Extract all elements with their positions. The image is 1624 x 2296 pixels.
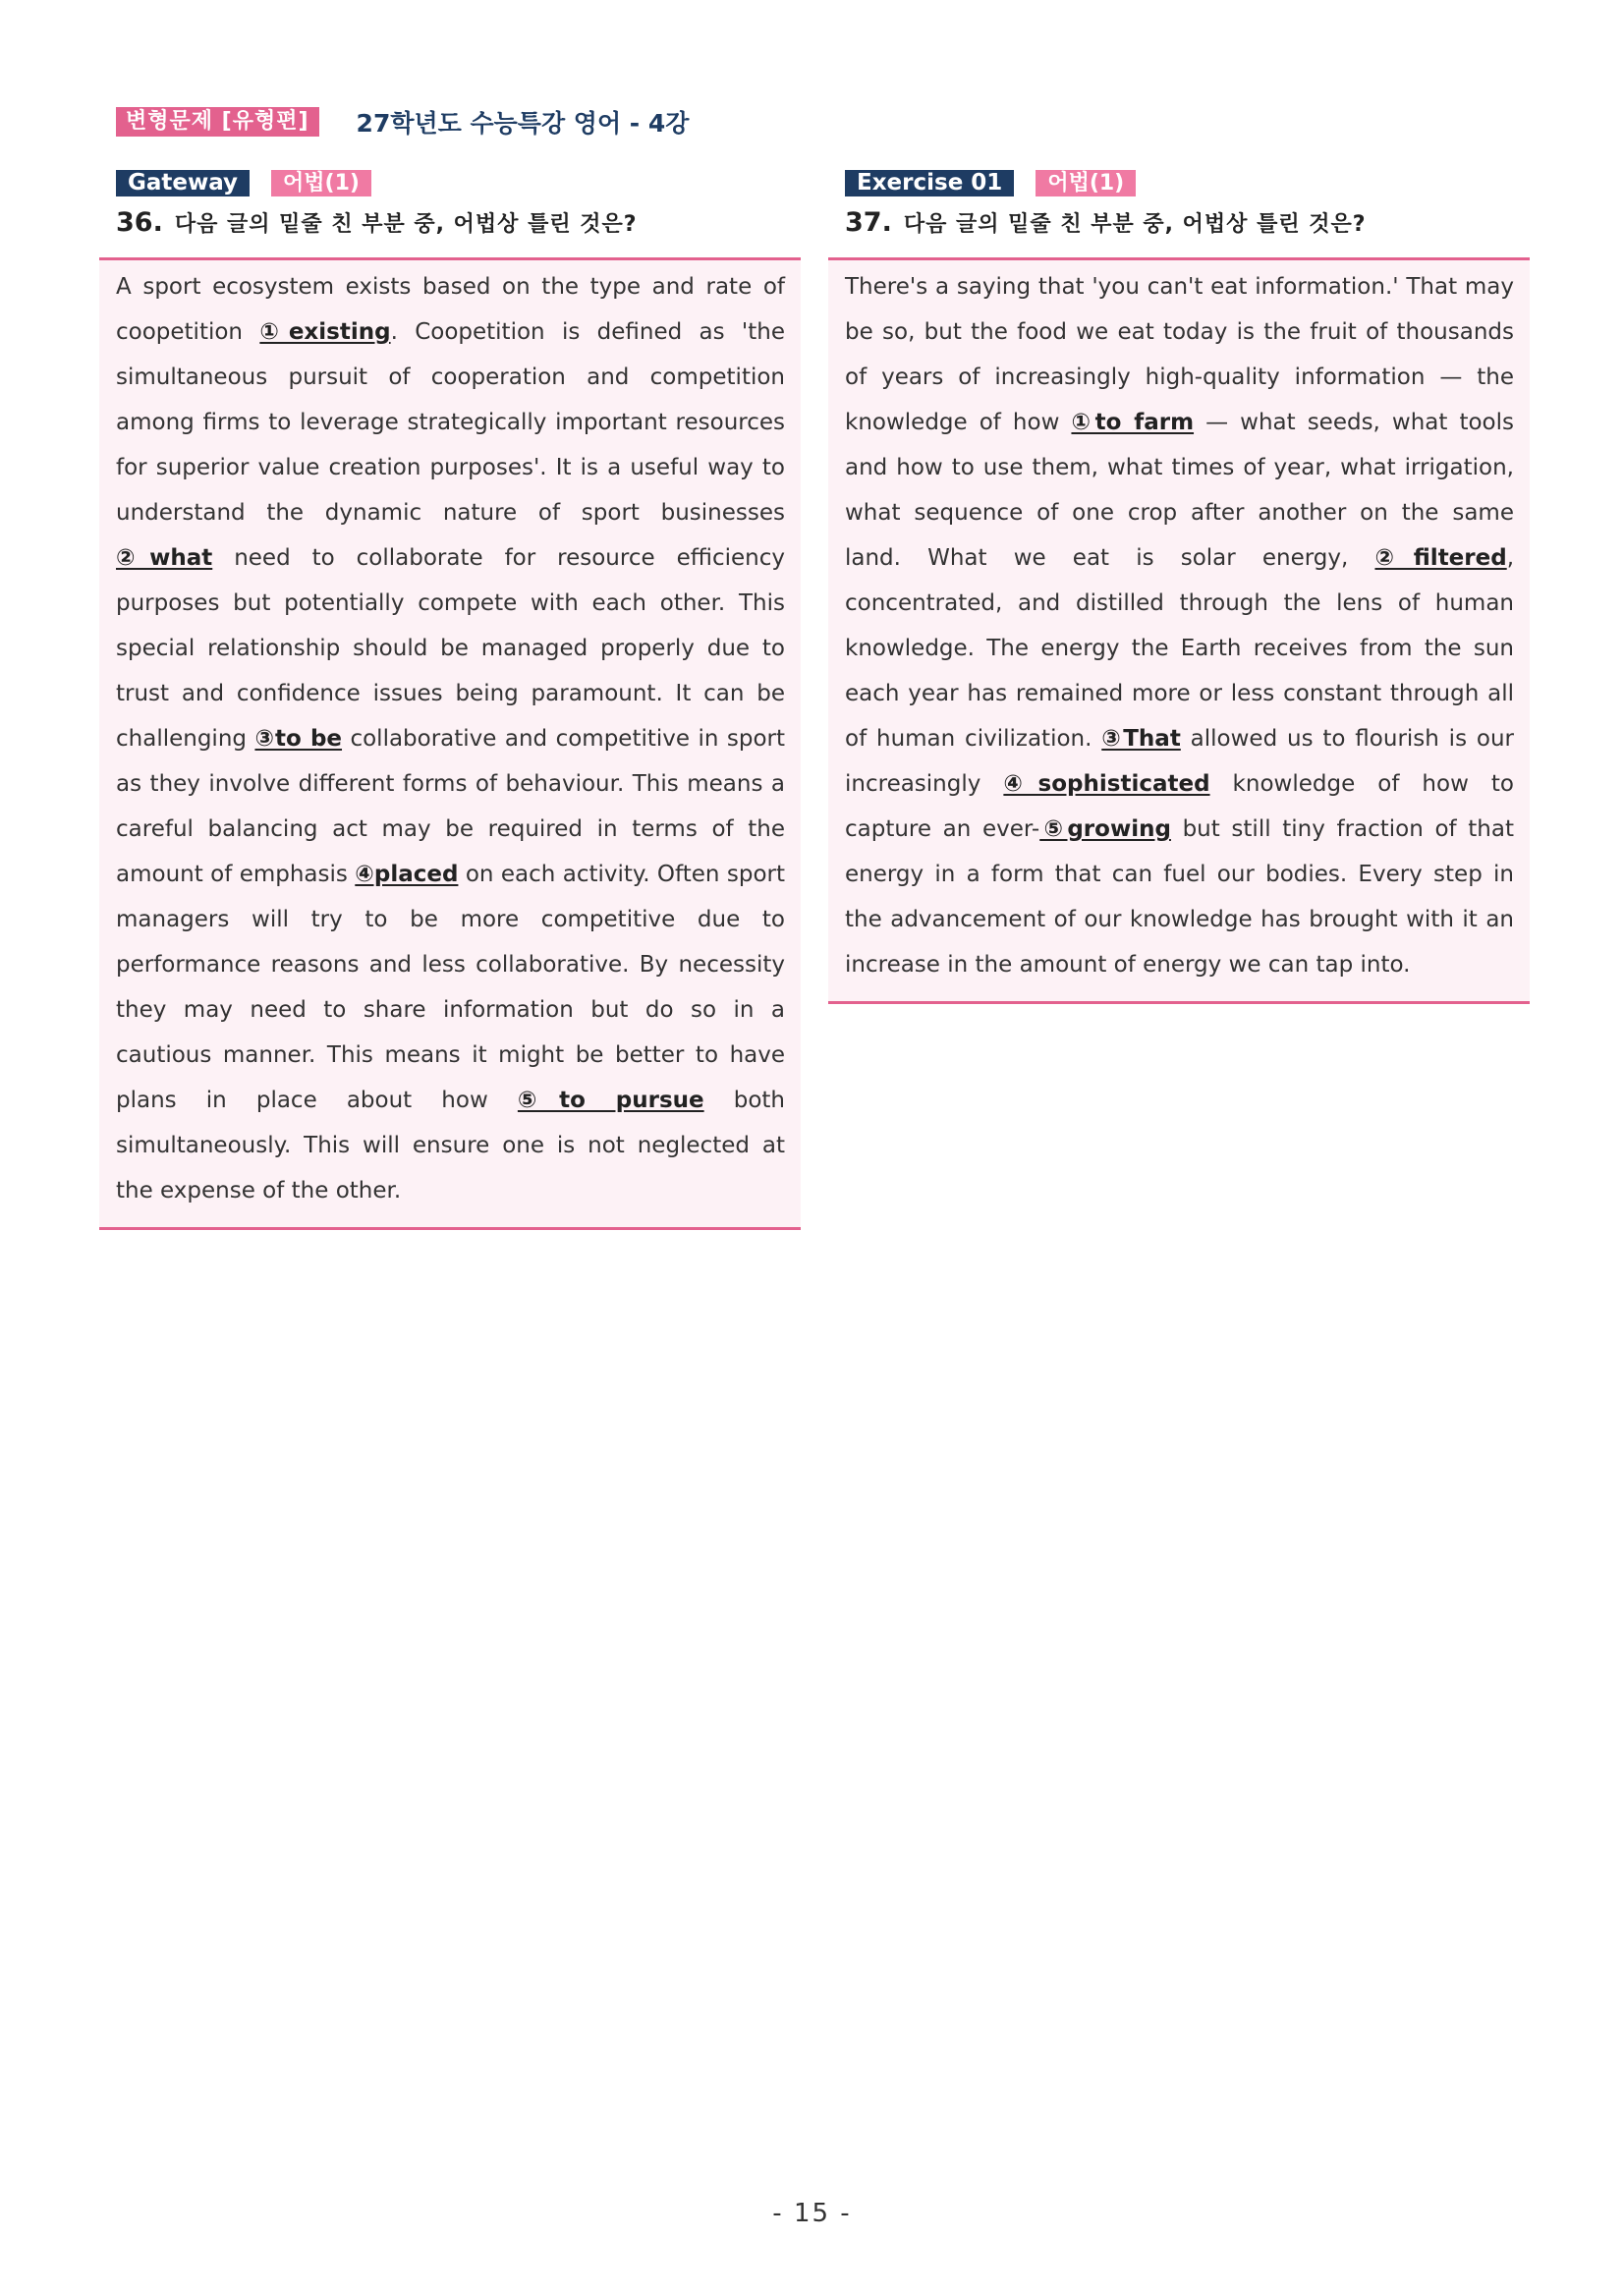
passage-text: — what seeds, what tools and how to use them, what times of year, what irrigation, what sequence of one crop after another on the same land. What we eat is solar energy, — [845, 410, 1514, 571]
underlined-choice: ④placed — [355, 862, 459, 887]
passage-text: on each activity. Often sport managers will try to be more competitive due to performance reasons and less collaborative. By necessity they may need to share information but do so in a cautious manner. This means it might be better to have plans in place about how — [116, 862, 785, 1113]
passage-text: There's a saying that 'you can't eat information.' That may be so, but the food we eat today is the fruit of thousands of years of increasingly high-quality information — the knowledge of how — [845, 274, 1514, 435]
left-category-label: 어법(1) — [271, 170, 371, 196]
passage-text: allowed us to flourish is our increasingly — [845, 726, 1514, 797]
left-section-label: Gateway — [116, 170, 250, 196]
header-title: 27학년도 수능특강 영어 - 4강 — [356, 109, 690, 138]
passage-text: . Coopetition is defined as 'the simultaneous pursuit of cooperation and competition among firms to leverage strategically important resources for superior value creation purposes'. It is a useful way to understand the dynamic nature of sport businesses — [116, 319, 785, 526]
left-passage — [116, 264, 785, 1213]
passage-text: knowledge of how to capture an ever- — [845, 771, 1514, 842]
left-question — [116, 207, 801, 238]
underlined-choice: ⑤growing — [1039, 816, 1171, 842]
underlined-choice: ③That — [1101, 726, 1181, 752]
underlined-choice: ③to be — [254, 726, 343, 752]
underlined-choice: ⑤to pursue — [517, 1088, 704, 1113]
right-passage-box — [828, 257, 1530, 1004]
passage-text: both simultaneously. This will ensure one is not neglected at the expense of the other. — [116, 1088, 786, 1204]
left-question-text: 다음 글의 밑줄 친 부분 중, 어법상 틀린 것은? — [174, 212, 638, 237]
passage-text: need to collaborate for resource efficiency purposes but potentially compete with each other. This special relationship should be managed properly due to trust and confidence issues being paramount. It can be challenging — [116, 545, 785, 752]
right-label-row — [845, 169, 1530, 196]
right-category-label: 어법(1) — [1036, 170, 1136, 196]
underlined-choice: ①to farm — [1071, 410, 1195, 435]
left-label-row — [116, 169, 801, 196]
underlined-choice: ②what — [116, 545, 213, 571]
right-column — [828, 169, 1530, 1004]
passage-text: A sport ecosystem exists based on the type and rate of coopetition — [116, 274, 785, 345]
underlined-choice: ④sophisticated — [1003, 771, 1210, 797]
right-passage — [845, 264, 1514, 987]
underlined-choice: ①existing — [259, 319, 391, 345]
underlined-choice: ②filtered — [1374, 545, 1507, 571]
passage-text: collaborative and competitive in sport as they involve different forms of behaviour. This means a careful balancing act may be required in terms of the amount of emphasis — [116, 726, 786, 887]
header-tag: 변형문제 [유형편] — [116, 107, 319, 137]
right-question-text: 다음 글의 밑줄 친 부분 중, 어법상 틀린 것은? — [903, 212, 1367, 237]
passage-text: but still tiny fraction of that energy in a form that can fuel our bodies. Every step in the advancement of our knowledge has brought with it an increase in the amount of energy we can tap into. — [845, 816, 1514, 978]
page-header — [116, 104, 689, 140]
left-question-number: 36. — [116, 207, 163, 238]
right-question — [845, 207, 1530, 238]
left-column — [99, 169, 801, 1230]
page-number: - 15 - — [772, 2199, 852, 2228]
passage-text: , concentrated, and distilled through the lens of human knowledge. The energy the Earth receives from the sun each year has remained more or less constant through all of human civilization. — [845, 545, 1515, 752]
left-passage-box — [99, 257, 801, 1230]
right-question-number: 37. — [845, 207, 892, 238]
right-section-label: Exercise 01 — [845, 170, 1014, 196]
